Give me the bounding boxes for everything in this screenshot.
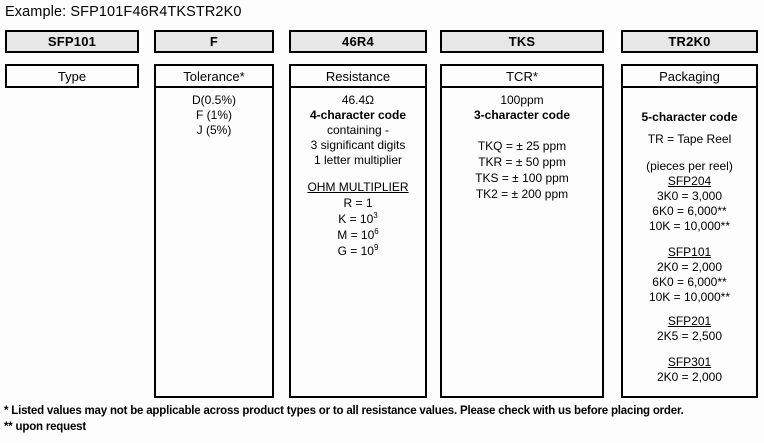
resistance-example-value: 46.4Ω [341, 93, 375, 107]
resistance-box [289, 64, 427, 398]
tcr-option: TK2 = ± 200 ppm [475, 187, 569, 201]
tape-reel-note: TR = Tape Reel [647, 132, 732, 146]
resistance-content [291, 88, 425, 259]
tcr-option: TKQ = ± 25 ppm [477, 139, 567, 153]
tolerance-option: F (1%) [196, 108, 232, 122]
multiplier-row [291, 211, 425, 227]
code-segment-resistance: 46R4 [289, 30, 427, 53]
packaging-option: 6K0 = 6,000** [652, 204, 727, 218]
resistance-desc-line: 3 significant digits [310, 138, 406, 152]
ohm-multiplier-list [291, 195, 425, 259]
ohm-multiplier-heading: OHM MULTIPLIER [307, 180, 409, 194]
multiplier-row [291, 227, 425, 243]
multiplier-exponent: 9 [373, 243, 379, 252]
column-label-tolerance: Tolerance* [156, 66, 272, 88]
packaging-option: 6K0 = 6,000** [652, 275, 727, 289]
multiplier-text: M = 10 [337, 228, 375, 242]
tcr-content [442, 88, 602, 202]
tcr-option: TKS = ± 100 ppm [475, 171, 569, 185]
tcr-box [440, 64, 604, 398]
multiplier-text: R = 1 [343, 196, 373, 210]
column-label-type: Type [57, 68, 87, 84]
code-segment-tcr: TKS [440, 30, 604, 53]
code-segment-packaging: TR2K0 [621, 30, 758, 53]
multiplier-text: K = 10 [338, 212, 374, 226]
tolerance-box [154, 64, 274, 398]
footnote-single-asterisk: * Listed values may not be applicable across product types or to all resistance values. Please check with us before placing order. [4, 405, 684, 417]
packaging-group-sfp204 [623, 174, 756, 234]
packaging-group-name: SFP301 [667, 355, 712, 369]
packaging-code-format: 5-character code [641, 110, 738, 124]
tolerance-option: D(0.5%) [191, 93, 236, 107]
tcr-option: TKR = ± 50 ppm [478, 155, 566, 169]
multiplier-row [291, 195, 425, 211]
column-tcr [440, 30, 604, 201]
packaging-option: 2K0 = 2,000 [656, 260, 723, 274]
packaging-option: 10K = 10,000** [648, 219, 731, 233]
tcr-options [442, 138, 602, 202]
packaging-box [621, 64, 758, 398]
code-segment-tolerance: F [154, 30, 274, 53]
multiplier-row [291, 243, 425, 259]
column-label-packaging: Packaging [623, 66, 756, 88]
column-type [5, 30, 139, 84]
page-title: Example: SFP101F46R4TKSTR2K0 [5, 4, 242, 20]
column-packaging [621, 30, 758, 384]
pieces-per-reel-note: (pieces per reel) [646, 159, 733, 173]
packaging-group-sfp301 [623, 355, 756, 385]
multiplier-text: G = 10 [337, 244, 374, 258]
packaging-group-sfp201 [623, 314, 756, 344]
packaging-group-sfp101 [623, 245, 756, 305]
footnotes [4, 403, 760, 435]
packaging-group-name: SFP101 [667, 245, 712, 259]
multiplier-exponent: 3 [373, 211, 378, 220]
resistance-desc-line: containing - [326, 123, 390, 137]
tcr-example-value: 100ppm [500, 93, 544, 107]
packaging-option: 10K = 10,000** [648, 290, 731, 304]
footnote-double-asterisk: ** upon request [4, 421, 86, 433]
column-resistance [289, 30, 427, 258]
packaging-option: 2K0 = 2,000 [656, 370, 723, 384]
multiplier-exponent: 6 [374, 227, 379, 236]
column-tolerance [154, 30, 274, 137]
resistance-desc-line: 1 letter multiplier [313, 153, 403, 167]
column-label-tcr: TCR* [442, 66, 602, 88]
packaging-content [623, 110, 756, 385]
packaging-group-name: SFP204 [667, 174, 712, 188]
packaging-group-name: SFP201 [667, 314, 712, 328]
column-label-resistance: Resistance [291, 66, 425, 88]
tolerance-option: J (5%) [196, 123, 232, 137]
tcr-code-format: 3-character code [473, 108, 571, 122]
tolerance-options [156, 88, 272, 138]
resistance-code-format: 4-character code [309, 108, 407, 122]
packaging-option: 2K5 = 2,500 [656, 329, 723, 343]
type-box [5, 64, 139, 88]
code-segment-sfp101: SFP101 [5, 30, 139, 53]
packaging-option: 3K0 = 3,000 [656, 189, 723, 203]
